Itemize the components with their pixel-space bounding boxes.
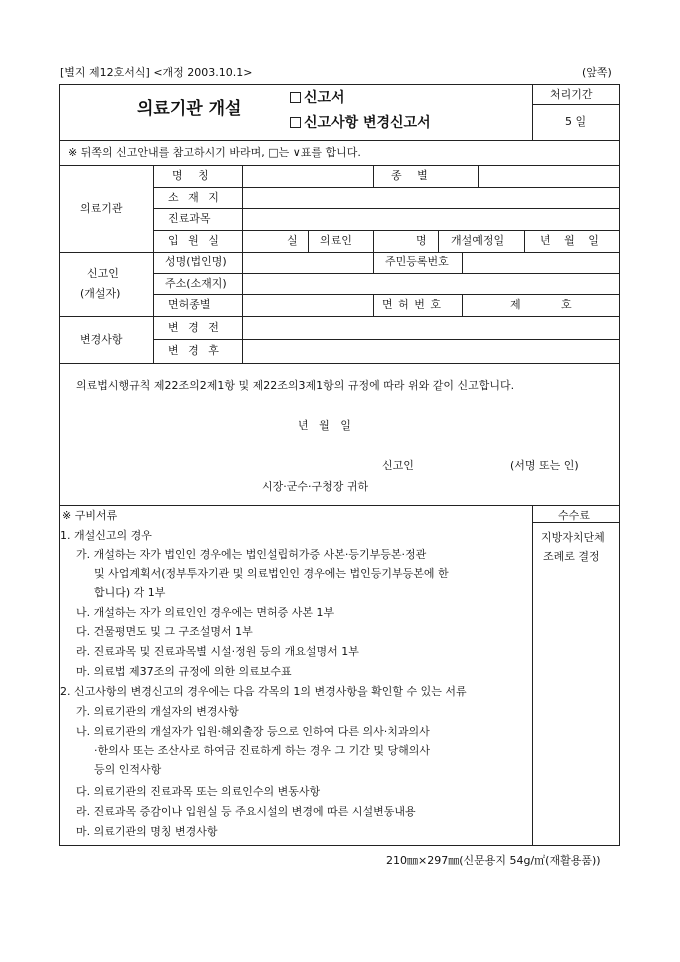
declaration-text: 의료법시행규칙 제22조의2제1항 및 제22조의3제1항의 규정에 따라 위와 같이 신고합니다. — [76, 379, 515, 392]
doc-line: 마. 의료법 제37조의 규정에 의한 의료보수표 — [76, 665, 292, 678]
doc-line: 1. 개설신고의 경우 — [60, 529, 152, 542]
doc-line: 마. 의료기관의 명칭 변경사항 — [76, 825, 218, 838]
option-change-report[interactable]: 신고사항 변경신고서 — [290, 116, 431, 130]
label-license-type: 면허종별 — [168, 298, 211, 311]
label-type: 종 별 — [391, 169, 434, 182]
paper-spec: 210㎜×297㎜(신문용지 54g/㎡(재활용품)) — [386, 854, 601, 867]
doc-line: 및 사업계획서(정부투자기관 및 의료법인인 경우에는 법인등기부등본에 한 — [94, 567, 449, 580]
processing-period-value: 5 일 — [565, 115, 587, 128]
signature-label: (서명 또는 인) — [510, 459, 579, 472]
date-format: 년 월 일 — [540, 234, 599, 247]
doc-line: 합니다) 각 1부 — [94, 586, 166, 599]
fee-label: 수수료 — [558, 509, 590, 522]
section-institution: 의료기관 — [80, 202, 123, 215]
doc-line: 나. 개설하는 자가 의료인인 경우에는 면허증 사본 1부 — [76, 606, 335, 619]
label-beds: 입 원 실 — [168, 234, 222, 247]
doc-line: 등의 인적사항 — [94, 763, 162, 776]
label-after: 변 경 후 — [168, 344, 222, 357]
divider — [153, 230, 620, 231]
section-applicant-sub: (개설자) — [80, 287, 121, 300]
divider — [373, 230, 374, 252]
divider — [373, 252, 374, 273]
divider — [153, 165, 154, 363]
divider — [532, 104, 620, 105]
notice: ※ 뒤쪽의 신고안내를 참고하시기 바라며, □는 ∨표를 합니다. — [68, 146, 361, 159]
divider — [532, 522, 620, 523]
doc-line: 라. 진료과목 및 진료과목별 시설·정원 등의 개요설명서 1부 — [76, 645, 359, 658]
divider — [462, 294, 463, 316]
divider — [462, 252, 463, 273]
checkbox-icon[interactable] — [290, 117, 301, 128]
divider — [153, 339, 620, 340]
fee-value-line1: 지방자치단체 — [541, 531, 605, 544]
divider — [478, 165, 479, 187]
divider — [59, 316, 620, 317]
reporter-label: 신고인 — [382, 459, 414, 472]
label-before: 변 경 전 — [168, 321, 222, 334]
unit-persons: 명 — [416, 234, 427, 247]
divider — [524, 230, 525, 252]
doc-line: 다. 의료기관의 진료과목 또는 의료인수의 변동사항 — [76, 785, 321, 798]
recipient: 시장·군수·구청장 귀하 — [262, 480, 369, 493]
divider — [242, 165, 243, 363]
divider — [532, 84, 533, 140]
divider — [373, 294, 374, 316]
label-address: 소 재 지 — [168, 191, 222, 204]
license-prefix: 제 — [510, 298, 521, 311]
divider — [532, 505, 533, 846]
checkbox-icon[interactable] — [290, 92, 301, 103]
form-title: 의료기관 개설 — [137, 99, 242, 119]
documents-heading: ※ 구비서류 — [62, 509, 118, 522]
doc-line: 다. 건물평면도 및 그 구조설명서 1부 — [76, 625, 253, 638]
page-side: (앞쪽) — [582, 66, 612, 79]
divider — [59, 505, 620, 506]
label-license-number: 면 허 번 호 — [382, 298, 442, 311]
doc-line: 나. 의료기관의 개설자가 입원·해외출장 등으로 인하여 다른 의사·치과의사 — [76, 725, 430, 738]
divider — [153, 294, 620, 295]
fee-value-line2: 조례로 결정 — [543, 550, 600, 563]
option-report[interactable]: 신고서 — [290, 91, 345, 105]
divider — [59, 252, 620, 253]
license-suffix: 호 — [561, 298, 572, 311]
form-number: [별지 제12호서식] <개정 2003.10.1> — [60, 66, 253, 79]
divider — [153, 273, 620, 274]
divider — [308, 230, 309, 252]
unit-rooms: 실 — [287, 234, 298, 247]
divider — [153, 187, 620, 188]
doc-line: 가. 개설하는 자가 법인인 경우에는 법인설립허가증 사본·등기부등본·정관 — [76, 548, 427, 561]
label-doctors: 의료인 — [320, 234, 352, 247]
divider — [59, 165, 620, 166]
label-applicant-name: 성명(법인명) — [165, 255, 227, 268]
divider — [59, 363, 620, 364]
label-name: 명 칭 — [172, 169, 215, 182]
doc-line: 라. 진료과목 증감이나 입원실 등 주요시설의 변경에 따른 시설변동내용 — [76, 805, 416, 818]
doc-line: 2. 신고사항의 변경신고의 경우에는 다음 각목의 1의 변경사항을 확인할 수 있는 서류 — [60, 685, 467, 698]
label-open-date: 개설예정일 — [451, 234, 505, 247]
label-departments: 진료과목 — [168, 212, 211, 225]
section-applicant: 신고인 — [87, 267, 119, 280]
divider — [153, 208, 620, 209]
doc-line: 가. 의료기관의 개설자의 변경사항 — [76, 705, 239, 718]
label-applicant-address: 주소(소재지) — [165, 277, 227, 290]
section-changes: 변경사항 — [80, 333, 123, 346]
divider — [438, 230, 439, 252]
label-resident-number: 주민등록번호 — [385, 255, 449, 268]
doc-line: ·한의사 또는 조산사로 하여금 진료하게 하는 경우 그 기간 및 당해의사 — [94, 744, 430, 757]
divider — [373, 165, 374, 187]
processing-period-label: 처리기간 — [550, 88, 593, 101]
declaration-date: 년 월 일 — [298, 419, 351, 432]
divider — [59, 140, 620, 141]
